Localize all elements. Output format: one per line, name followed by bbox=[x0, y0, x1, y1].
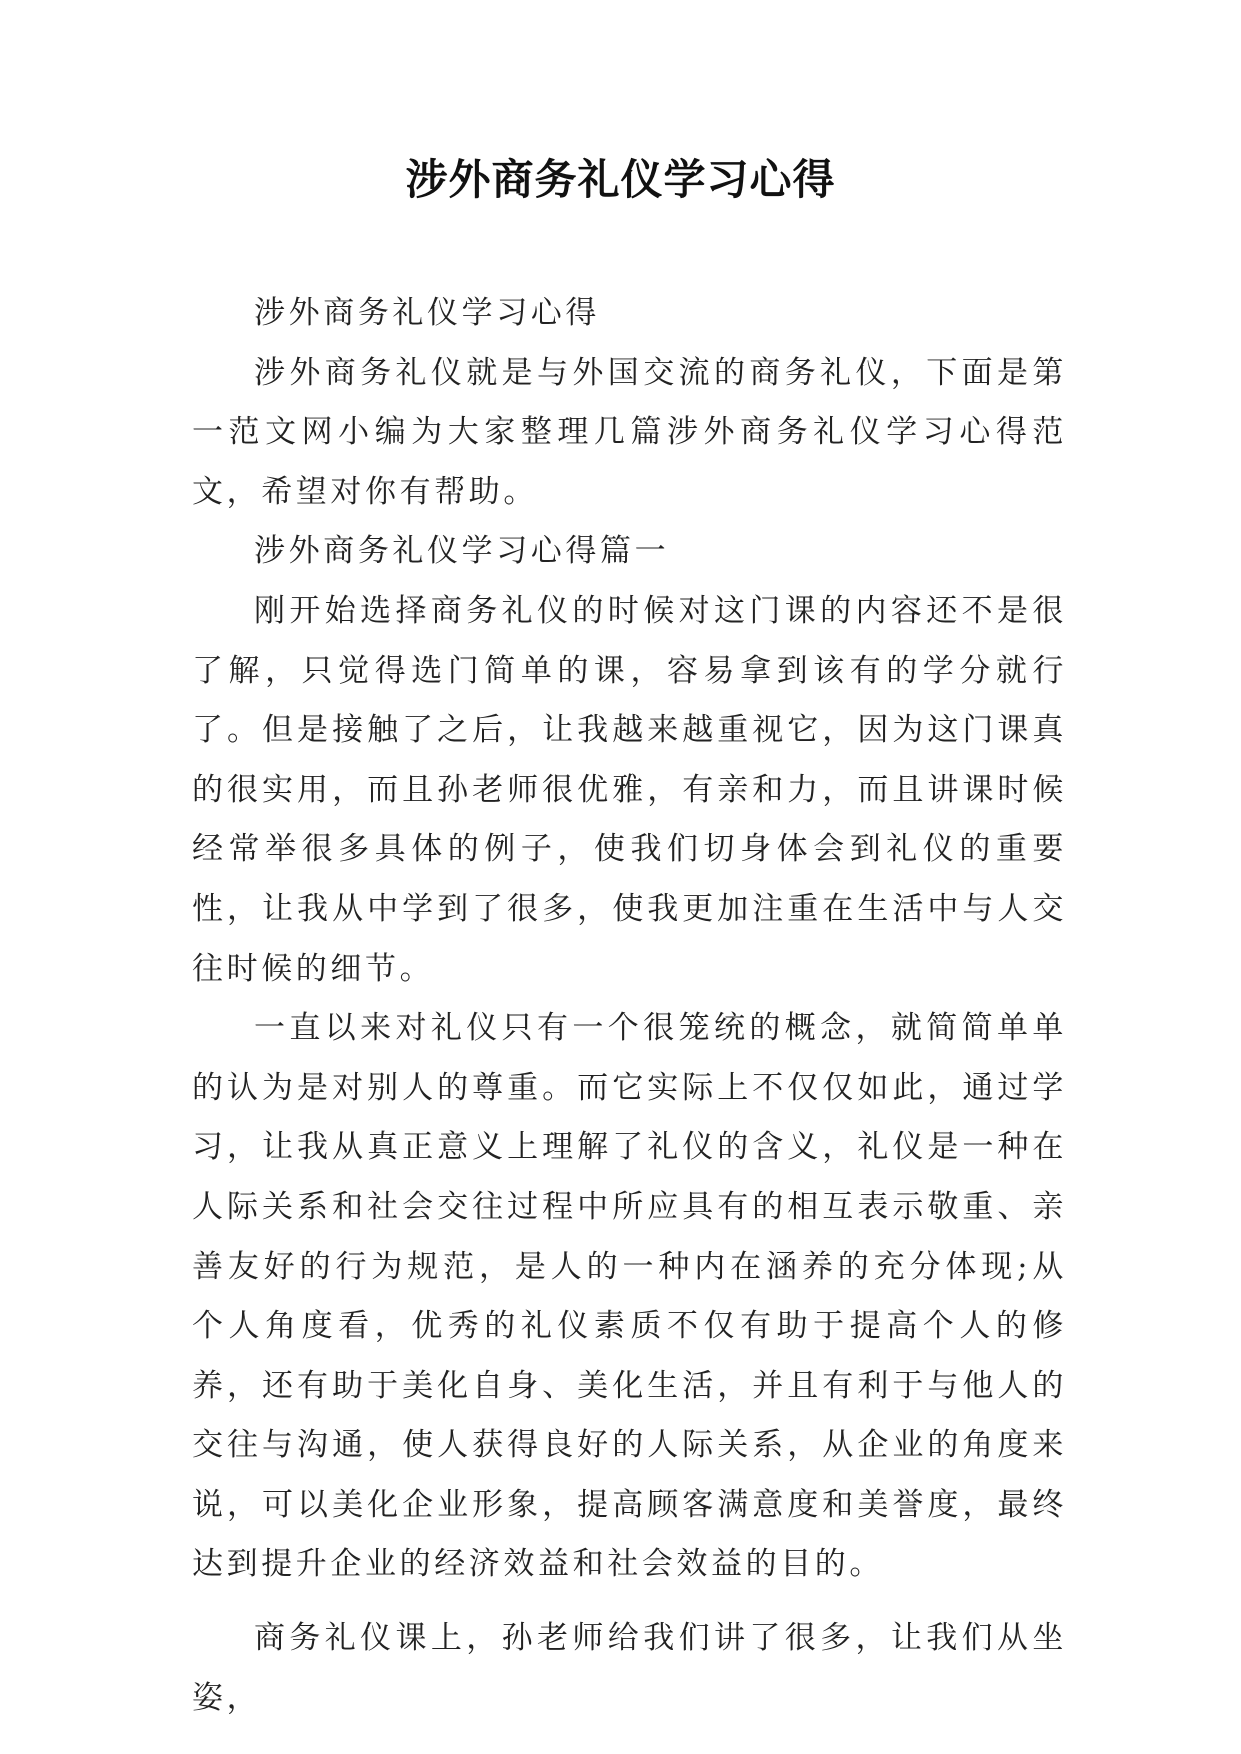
paragraph: 一直以来对礼仪只有一个很笼统的概念，就简简单单的认为是对别人的尊重。而它实际上不仅仅如此，通过学习，让我从真正意义上理解了礼仪的含义，礼仪是一种在人际关系和社会交往过程中所应具有的相互表示敬重、亲善友好的行为规范，是人的一种内在涵养的充分体现;从个人角度看，优秀的礼仪素质不仅有助于提高个人的修养，还有助于美化自身、美化生活，并且有利于与他人的交往与沟通，使人获得良好的人际关系，从企业的角度来说，可以美化企业形象，提高顾客满意度和美誉度，最终达到提升企业的经济效益和社会效益的目的。 bbox=[192, 1010, 1067, 1583]
paragraph-section-heading: 涉外商务礼仪学习心得篇一 bbox=[254, 533, 670, 570]
paragraph-intro: 涉外商务礼仪就是与外国交流的商务礼仪，下面是第一范文网小编为大家整理几篇涉外商务礼仪学习心得范文，希望对你有帮助。 bbox=[192, 354, 1067, 510]
paragraph: 刚开始选择商务礼仪的时候对这门课的内容还不是很了解，只觉得选门简单的课，容易拿到该有的学分就行了。但是接触了之后，让我越来越重视它，因为这门课真的很实用，而且孙老师很优雅，有亲和力，而且讲课时候经常举很多具体的例子，使我们切身体会到礼仪的重要性，让我从中学到了很多，使我更加注重在生活中与人交往时候的细节。 bbox=[192, 592, 1067, 987]
paragraph: 商务礼仪课上，孙老师给我们讲了很多，让我们从坐姿， bbox=[192, 1620, 1067, 1716]
document-body bbox=[192, 284, 1067, 1728]
paragraph-subtitle: 涉外商务礼仪学习心得 bbox=[254, 295, 600, 331]
document-title: 涉外商务礼仪学习心得 bbox=[405, 155, 836, 204]
